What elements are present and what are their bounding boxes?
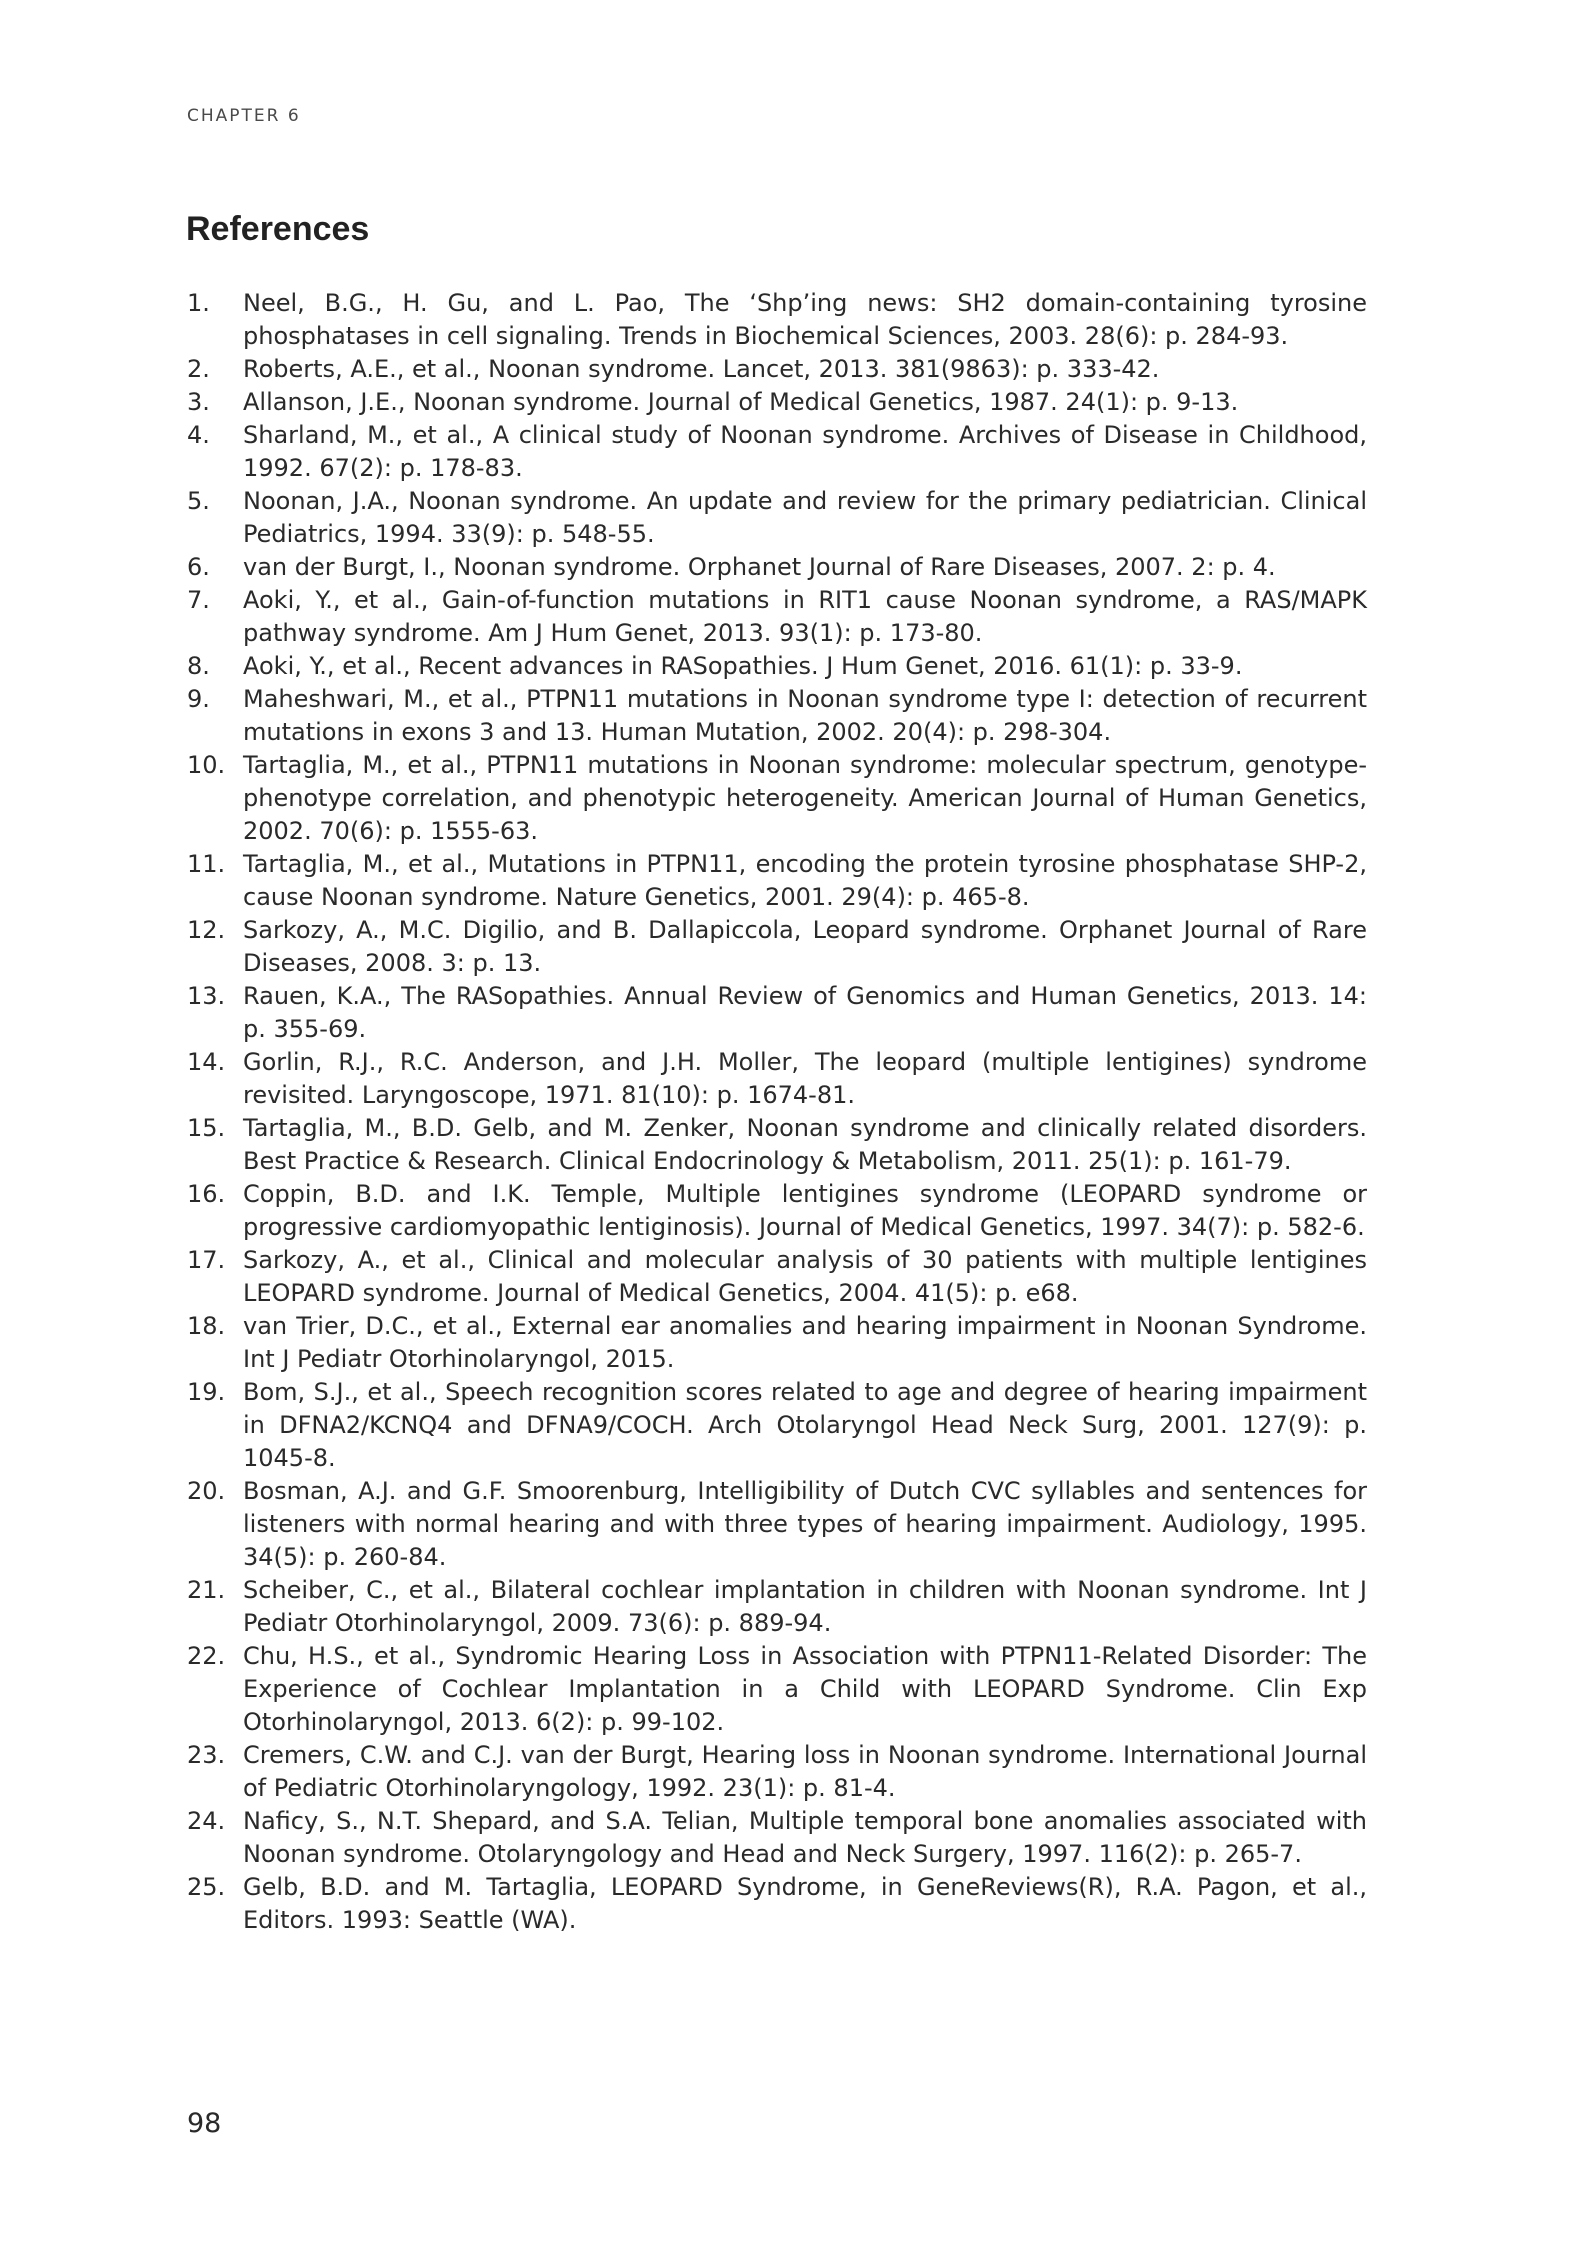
reference-item bbox=[187, 1739, 1367, 1805]
reference-item bbox=[187, 584, 1367, 650]
reference-number: 2. bbox=[187, 355, 210, 383]
reference-text: Scheiber, C., et al., Bilateral cochlear implantation in children with Noonan syndrome. Int J Pediatr Otorhinolaryngol, 2009. 73(6): p. 889-94. bbox=[243, 1576, 1367, 1637]
reference-item bbox=[187, 1376, 1367, 1475]
reference-text: Maheshwari, M., et al., PTPN11 mutations in Noonan syndrome type I: detection of recurrent mutations in exons 3 and 13. Human Mutation, 2002. 20(4): p. 298-304. bbox=[243, 685, 1367, 746]
reference-number: 20. bbox=[187, 1477, 226, 1505]
reference-number: 11. bbox=[187, 850, 226, 878]
reference-item bbox=[187, 1310, 1367, 1376]
reference-number: 21. bbox=[187, 1576, 226, 1604]
reference-item bbox=[187, 650, 1367, 683]
reference-item bbox=[187, 1805, 1367, 1871]
running-head: CHAPTER 6 bbox=[187, 106, 301, 126]
reference-text: Cremers, C.W. and C.J. van der Burgt, Hearing loss in Noonan syndrome. International Journal of Pediatric Otorhinolaryngology, 1992. 23(1): p. 81-4. bbox=[243, 1741, 1367, 1802]
reference-text: Tartaglia, M., et al., Mutations in PTPN11, encoding the protein tyrosine phosphatase SHP-2, cause Noonan syndrome. Nature Genetics, 2001. 29(4): p. 465-8. bbox=[243, 850, 1367, 911]
reference-number: 5. bbox=[187, 487, 210, 515]
reference-number: 8. bbox=[187, 652, 210, 680]
reference-number: 9. bbox=[187, 685, 210, 713]
reference-list bbox=[187, 287, 1367, 1937]
reference-item bbox=[187, 980, 1367, 1046]
reference-text: Chu, H.S., et al., Syndromic Hearing Loss in Association with PTPN11-Related Disorder: The Experience of Cochlear Implantation in a Child with LEOPARD Syndrome. Clin Exp Otorhinolaryngol, 2013. 6(2): p. 99-102. bbox=[243, 1642, 1367, 1736]
reference-text: Tartaglia, M., et al., PTPN11 mutations in Noonan syndrome: molecular spectrum, genotype-phenotype correlation, and phenotypic heterogeneity. American Journal of Human Genetics, 2002. 70(6): p. 1555-63. bbox=[243, 751, 1367, 845]
reference-item bbox=[187, 1640, 1367, 1739]
reference-item bbox=[187, 1112, 1367, 1178]
reference-number: 22. bbox=[187, 1642, 226, 1670]
reference-item bbox=[187, 551, 1367, 584]
reference-text: Bom, S.J., et al., Speech recognition scores related to age and degree of hearing impairment in DFNA2/KCNQ4 and DFNA9/COCH. Arch Otolaryngol Head Neck Surg, 2001. 127(9): p. 1045-8. bbox=[243, 1378, 1367, 1472]
reference-number: 10. bbox=[187, 751, 226, 779]
reference-item bbox=[187, 485, 1367, 551]
reference-text: Bosman, A.J. and G.F. Smoorenburg, Intelligibility of Dutch CVC syllables and sentences for listeners with normal hearing and with three types of hearing impairment. Audiology, 1995. 34(5): p. 260-84. bbox=[243, 1477, 1367, 1571]
reference-item bbox=[187, 1574, 1367, 1640]
reference-item bbox=[187, 749, 1367, 848]
reference-number: 1. bbox=[187, 289, 210, 317]
reference-text: Roberts, A.E., et al., Noonan syndrome. Lancet, 2013. 381(9863): p. 333-42. bbox=[243, 355, 1160, 383]
reference-item bbox=[187, 1475, 1367, 1574]
reference-item bbox=[187, 419, 1367, 485]
reference-number: 3. bbox=[187, 388, 210, 416]
reference-number: 24. bbox=[187, 1807, 226, 1835]
reference-number: 19. bbox=[187, 1378, 226, 1406]
reference-number: 4. bbox=[187, 421, 210, 449]
reference-text: Neel, B.G., H. Gu, and L. Pao, The ‘Shp’ing news: SH2 domain-containing tyrosine phosphatases in cell signaling. Trends in Biochemical Sciences, 2003. 28(6): p. 284-93. bbox=[243, 289, 1367, 350]
section-title: References bbox=[186, 210, 370, 248]
reference-item bbox=[187, 683, 1367, 749]
reference-text: Aoki, Y., et al., Recent advances in RASopathies. J Hum Genet, 2016. 61(1): p. 33-9. bbox=[243, 652, 1243, 680]
reference-item bbox=[187, 1244, 1367, 1310]
reference-text: Gelb, B.D. and M. Tartaglia, LEOPARD Syndrome, in GeneReviews(R), R.A. Pagon, et al., Editors. 1993: Seattle (WA). bbox=[243, 1873, 1367, 1934]
reference-number: 25. bbox=[187, 1873, 226, 1901]
reference-number: 17. bbox=[187, 1246, 226, 1274]
reference-text: Noonan, J.A., Noonan syndrome. An update and review for the primary pediatrician. Clinical Pediatrics, 1994. 33(9): p. 548-55. bbox=[243, 487, 1367, 548]
reference-text: Tartaglia, M., B.D. Gelb, and M. Zenker, Noonan syndrome and clinically related disorders. Best Practice & Research. Clinical Endocrinology & Metabolism, 2011. 25(1): p. 161-79. bbox=[243, 1114, 1367, 1175]
reference-number: 16. bbox=[187, 1180, 226, 1208]
reference-text: Gorlin, R.J., R.C. Anderson, and J.H. Moller, The leopard (multiple lentigines) syndrome revisited. Laryngoscope, 1971. 81(10): p. 1674-81. bbox=[243, 1048, 1367, 1109]
reference-text: Rauen, K.A., The RASopathies. Annual Review of Genomics and Human Genetics, 2013. 14: p. 355-69. bbox=[243, 982, 1367, 1043]
reference-text: Sarkozy, A., et al., Clinical and molecular analysis of 30 patients with multiple lentigines LEOPARD syndrome. Journal of Medical Genetics, 2004. 41(5): p. e68. bbox=[243, 1246, 1367, 1307]
reference-item bbox=[187, 353, 1367, 386]
reference-text: Coppin, B.D. and I.K. Temple, Multiple lentigines syndrome (LEOPARD syndrome or progressive cardiomyopathic lentiginosis). Journal of Medical Genetics, 1997. 34(7): p. 582-6. bbox=[243, 1180, 1367, 1241]
reference-number: 13. bbox=[187, 982, 226, 1010]
reference-number: 6. bbox=[187, 553, 210, 581]
page-number: 98 bbox=[187, 2108, 222, 2139]
reference-number: 18. bbox=[187, 1312, 226, 1340]
reference-text: van der Burgt, I., Noonan syndrome. Orphanet Journal of Rare Diseases, 2007. 2: p. 4. bbox=[243, 553, 1276, 581]
reference-item bbox=[187, 386, 1367, 419]
reference-text: Sharland, M., et al., A clinical study of Noonan syndrome. Archives of Disease in Childhood, 1992. 67(2): p. 178-83. bbox=[243, 421, 1367, 482]
reference-item bbox=[187, 287, 1367, 353]
reference-item bbox=[187, 848, 1367, 914]
reference-item bbox=[187, 1178, 1367, 1244]
reference-item bbox=[187, 1046, 1367, 1112]
reference-number: 12. bbox=[187, 916, 226, 944]
reference-number: 7. bbox=[187, 586, 210, 614]
reference-text: Sarkozy, A., M.C. Digilio, and B. Dallapiccola, Leopard syndrome. Orphanet Journal of Rare Diseases, 2008. 3: p. 13. bbox=[243, 916, 1367, 977]
reference-number: 15. bbox=[187, 1114, 226, 1142]
reference-number: 14. bbox=[187, 1048, 226, 1076]
reference-item bbox=[187, 1871, 1367, 1937]
reference-text: Naficy, S., N.T. Shepard, and S.A. Telian, Multiple temporal bone anomalies associated with Noonan syndrome. Otolaryngology and Head and Neck Surgery, 1997. 116(2): p. 265-7. bbox=[243, 1807, 1367, 1868]
reference-text: van Trier, D.C., et al., External ear anomalies and hearing impairment in Noonan Syndrome. Int J Pediatr Otorhinolaryngol, 2015. bbox=[243, 1312, 1367, 1373]
reference-item bbox=[187, 914, 1367, 980]
reference-text: Aoki, Y., et al., Gain-of-function mutations in RIT1 cause Noonan syndrome, a RAS/MAPK pathway syndrome. Am J Hum Genet, 2013. 93(1): p. 173-80. bbox=[243, 586, 1367, 647]
reference-text: Allanson, J.E., Noonan syndrome. Journal of Medical Genetics, 1987. 24(1): p. 9-13. bbox=[243, 388, 1239, 416]
reference-number: 23. bbox=[187, 1741, 226, 1769]
